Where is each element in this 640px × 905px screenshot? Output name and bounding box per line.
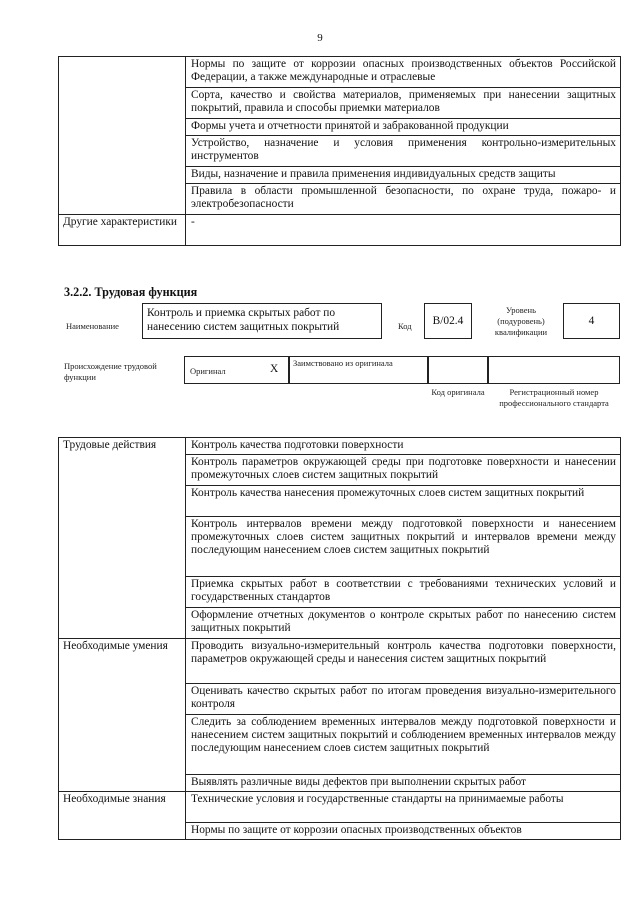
skill-item: Выявлять различные виды дефектов при выполнении скрытых работ [186,775,621,792]
borrowed-label: Заимствовано из оригинала [293,358,393,368]
knowledge-item: Правила в области промышленной безопасности, по охране труда, пожаро- и электробезопасности [186,184,621,215]
other-characteristics-label: Другие характеристики [59,215,186,246]
original-mark: X [270,363,279,375]
skills-label: Необходимые умения [59,639,186,792]
knowledge-item: Формы учета и отчетности принятой и забракованной продукции [186,119,621,136]
labor-action-item: Контроль качества подготовки поверхности [186,438,621,455]
knowledge-label: Необходимые знания [59,792,186,840]
code-original-box [428,356,488,384]
knowledge-item: Технические условия и государственные стандарты на принимаемые работы [186,792,621,823]
table-row [59,215,621,246]
reg-number-box [488,356,620,384]
skill-item: Проводить визуально-измерительный контроль качества подготовки поверхности, параметров окружающей среды и нанесения систем защитных покрытий [186,639,621,684]
table-row [59,639,621,684]
table-row [59,792,621,823]
knowledge-item: Устройство, назначение и условия применения контрольно-измерительных инструментов [186,136,621,167]
section-heading: 3.2.2. Трудовая функция [64,285,198,299]
page-number: 9 [317,32,323,44]
code-label: Код [398,321,412,331]
labor-action-item: Контроль интервалов времени между подготовкой поверхности и нанесением промежуточных слоев систем защитных покрытий и интервалов времени между последующим нанесением слоев систем защитных покрытий [186,517,621,577]
labor-action-item: Контроль качества нанесения промежуточных слоев систем защитных покрытий [186,486,621,517]
empty-label-cell [59,57,186,215]
other-characteristics-value: - [186,215,621,246]
knowledge-item: Сорта, качество и свойства материалов, применяемых при нанесении защитных покрытий, правила и способы приемки материалов [186,88,621,119]
skill-item: Следить за соблюдением временных интервалов между подготовкой поверхности и нанесением систем защитных покрытий и соблюдением временных интервалов между последующим нанесением слоев систем защитных покрытий [186,715,621,775]
qualification-level-label: Уровень (подуровень) квалификации [494,305,548,337]
function-name-box: Контроль и приемка скрытых работ по нанесению систем защитных покрытий [142,303,382,339]
name-label: Наименование [66,321,119,331]
labor-function-table [58,437,621,840]
qualification-level-value: 4 [563,303,620,339]
knowledge-continuation-table [58,56,621,246]
origin-label: Происхождение трудовой функции [64,361,157,382]
labor-action-item: Приемка скрытых работ в соответствии с требованиями технических условий и государственных стандартов [186,577,621,608]
code-value-box: В/02.4 [424,303,472,339]
knowledge-item: Нормы по защите от коррозии опасных производственных объектов [186,823,621,840]
labor-action-item: Контроль параметров окружающей среды при подготовке поверхности и нанесении промежуточных слоев систем защитных покрытий [186,455,621,486]
original-label: Оригинал [190,366,226,376]
table-row [59,57,621,88]
knowledge-item: Нормы по защите от коррозии опасных производственных объектов Российской Федерации, а также международные и отраслевые [186,57,621,88]
labor-actions-label: Трудовые действия [59,438,186,639]
labor-action-item: Оформление отчетных документов о контроле скрытых работ по нанесению систем защитных покрытий [186,608,621,639]
code-original-label: Код оригинала [431,387,485,397]
table-row [59,438,621,455]
reg-number-label: Регистрационный номер профессионального стандарта [499,387,609,408]
knowledge-item: Виды, назначение и правила применения индивидуальных средств защиты [186,167,621,184]
skill-item: Оценивать качество скрытых работ по итогам проведения визуально-измерительного контроля [186,684,621,715]
